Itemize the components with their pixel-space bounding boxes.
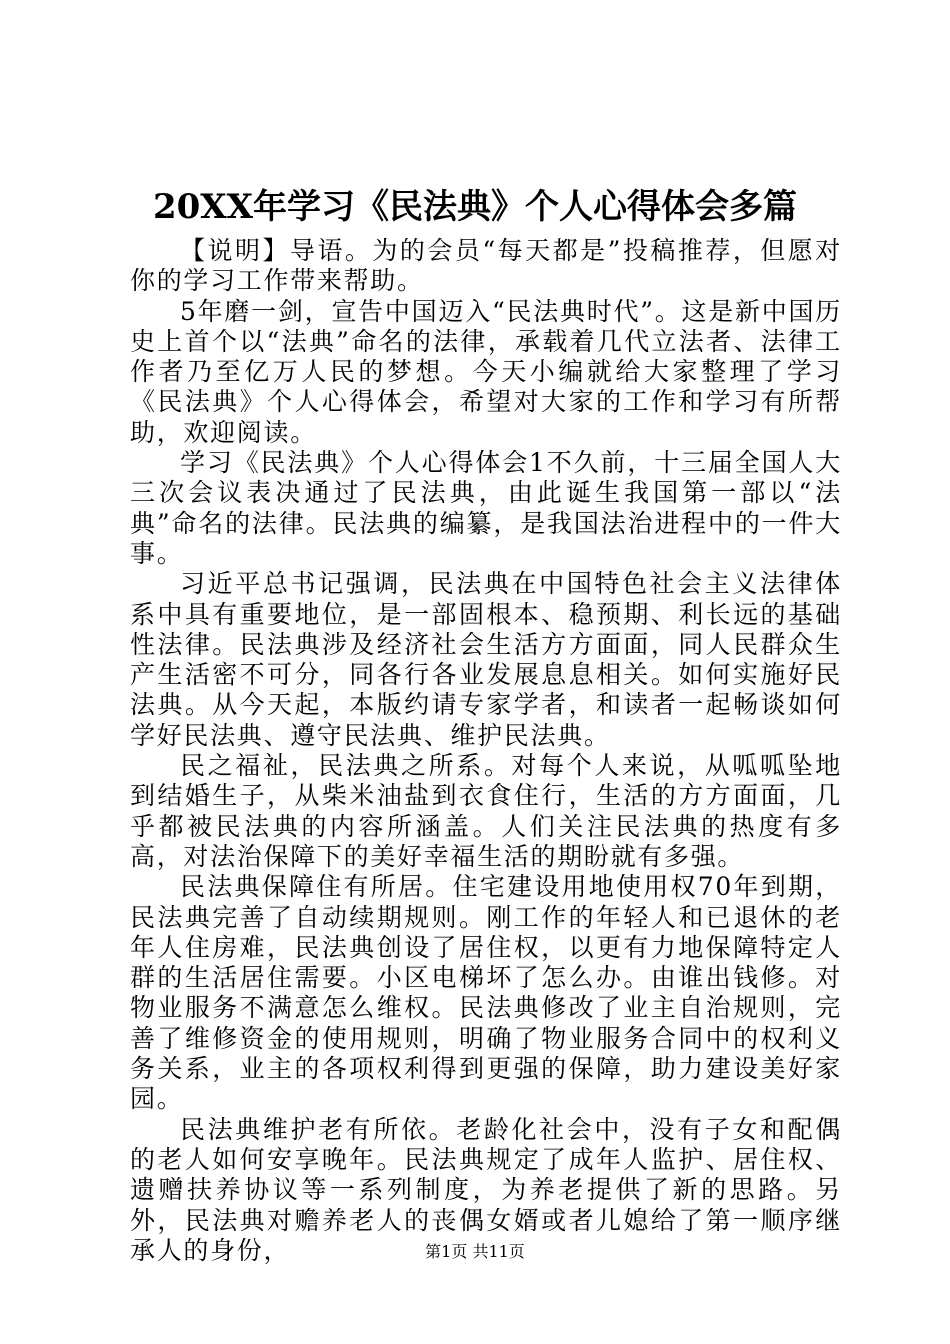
- paragraph-welfare: 民之福祉，民法典之所系。对每个人来说，从呱呱坠地到结婚生子，从柴米油盐到衣食住行，生活的方方面面，几乎都被民法典的内容所涵盖。人们关注民法典的热度有多高，对法治保障下的美好幸福生活的期盼就有多强。: [130, 751, 842, 871]
- document-title: 20XX年学习《民法典》个人心得体会多篇: [152, 187, 798, 227]
- document-body: [130, 236, 842, 1266]
- page-footer: 第1页 共11页: [425, 1242, 525, 1261]
- paragraph-essay-1-opening: 学习《民法典》个人心得体会1不久前，十三届全国人大三次会议表决通过了民法典，由此诞生我国第一部以“法典”命名的法律。民法典的编纂，是我国法治进程中的一件大事。: [130, 448, 842, 568]
- paragraph-intro-note: 【说明】导语。为的会员“每天都是”投稿推荐，但愿对你的学习工作带来帮助。: [130, 236, 842, 296]
- paragraph-housing: 民法典保障住有所居。住宅建设用地使用权70年到期，民法典完善了自动续期规则。刚工作的年轻人和已退休的老年人住房难，民法典创设了居住权，以更有力地保障特定人群的生活居住需要。小区电梯坏了怎么办。由谁出钱修。对物业服务不满意怎么维权。民法典修改了业主自治规则，完善了维修资金的使用规则，明确了物业服务合同中的权利义务关系，业主的各项权利得到更强的保障，助力建设美好家园。: [130, 872, 842, 1114]
- paragraph-xi-quote: 习近平总书记强调，民法典在中国特色社会主义法律体系中具有重要地位，是一部固根本、稳预期、利长远的基础性法律。民法典涉及经济社会生活方方面面，同人民群众生产生活密不可分，同各行各业发展息息相关。如何实施好民法典。从今天起，本版约请专家学者，和读者一起畅谈如何学好民法典、遵守民法典、维护民法典。: [130, 569, 842, 750]
- paragraph-elderly: 民法典维护老有所依。老龄化社会中，没有子女和配偶的老人如何安享晚年。民法典规定了成年人监护、居住权、遗赠扶养协议等一系列制度，为养老提供了新的思路。另外，民法典对赡养老人的丧偶女婿或者儿媳给了第一顺序继承人的身份，: [130, 1114, 842, 1265]
- paragraph-intro: 5年磨一剑，宣告中国迈入“民法典时代”。这是新中国历史上首个以“法典”命名的法律，承载着几代立法者、法律工作者乃至亿万人民的梦想。今天小编就给大家整理了学习《民法典》个人心得体会，希望对大家的工作和学习有所帮助，欢迎阅读。: [130, 296, 842, 447]
